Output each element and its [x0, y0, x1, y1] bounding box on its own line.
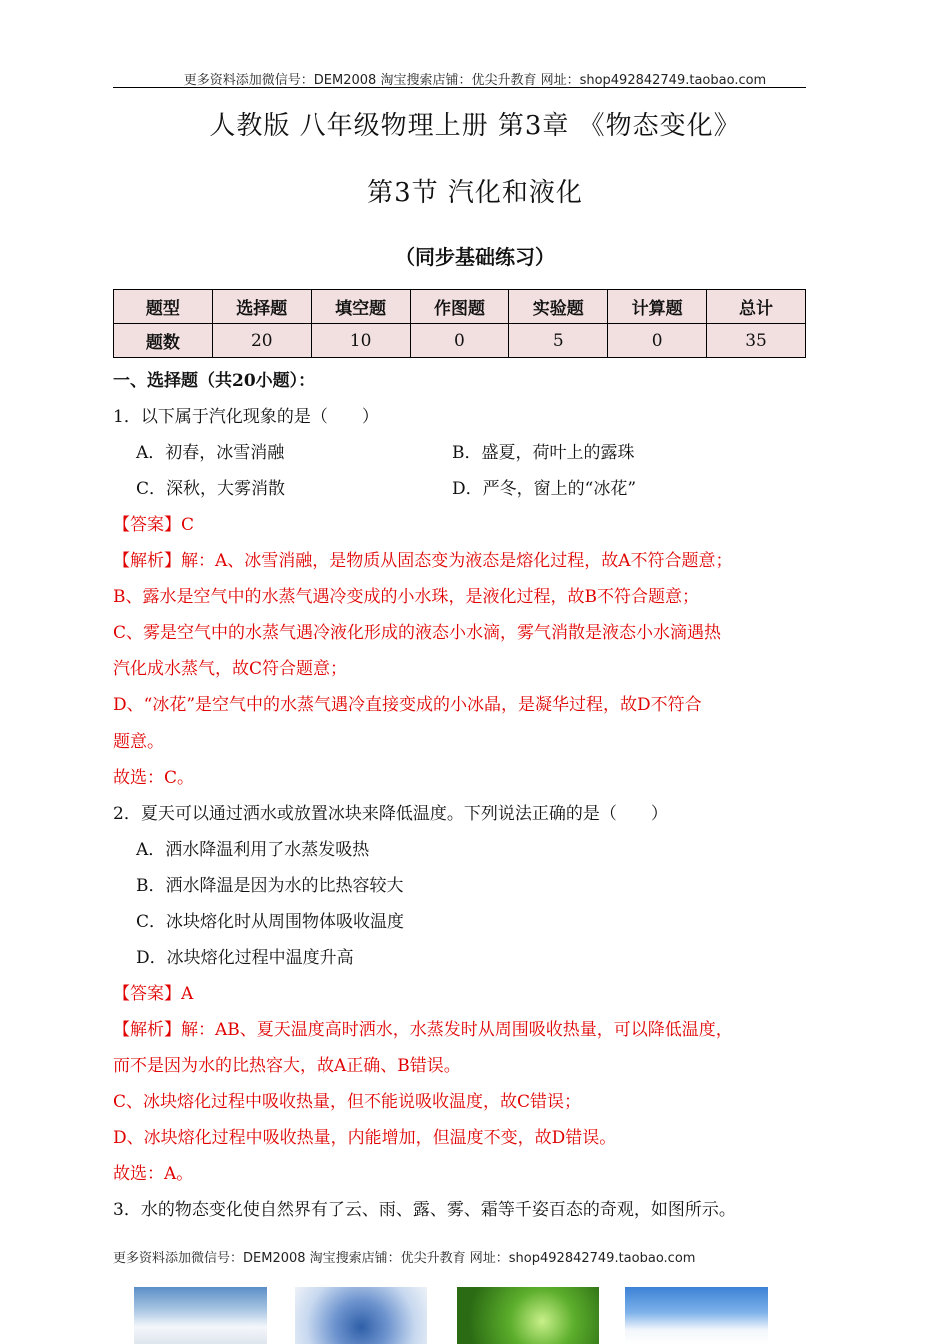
- page-footer: 更多资料添加微信号：DEM2008 淘宝搜索店铺：优尖升教育 网址：shop492842749.taobao.com: [113, 1251, 696, 1266]
- q1-option-b: B．盛夏，荷叶上的露珠: [452, 443, 635, 463]
- table-header-row: [114, 290, 806, 324]
- q2-option-d: D．冰块熔化过程中温度升高: [136, 948, 354, 968]
- table-cell: 题型: [114, 290, 213, 324]
- photo-strip: [0, 1287, 950, 1344]
- q2-analysis-line: C、冰块熔化过程中吸收热量，但不能说吸收温度，故C错误；: [113, 1092, 582, 1112]
- q1-analysis-line: 汽化成水蒸气，故C符合题意；: [113, 659, 348, 679]
- table-cell: 题数: [114, 324, 213, 358]
- q1-analysis-line: B、露水是空气中的水蒸气遇冷变成的小水珠，是液化过程，故B不符合题意；: [113, 587, 699, 607]
- section-heading: 一、选择题（共20小题）：: [113, 371, 316, 391]
- question-type-table: [113, 289, 806, 358]
- table-cell: 总计: [707, 290, 806, 324]
- q1-answer: 【答案】C: [113, 515, 195, 535]
- table-cell: 选择题: [212, 290, 311, 324]
- table-cell: 实验题: [509, 290, 608, 324]
- q1-analysis-line: 故选：C。: [113, 768, 195, 788]
- table-cell: 10: [311, 324, 410, 358]
- table-cell: 5: [509, 324, 608, 358]
- q2-analysis-line: 故选：A。: [113, 1164, 194, 1184]
- question-1-stem: 1．以下属于汽化现象的是（ ）: [113, 407, 379, 427]
- table-cell: 0: [410, 324, 509, 358]
- q2-analysis-line: 而不是因为水的比热容大，故A正确、B错误。: [113, 1056, 461, 1076]
- q1-analysis-line: 题意。: [113, 732, 164, 752]
- table-cell: 计算题: [608, 290, 707, 324]
- section-title: 第3节 汽化和液化: [367, 178, 583, 208]
- table-row: [114, 324, 806, 358]
- q2-option-a: A．洒水降温利用了水蒸发吸热: [136, 840, 370, 860]
- q1-analysis-line: D、“冰花”是空气中的水蒸气遇冷直接变成的小冰晶，是凝华过程，故D不符合: [113, 695, 702, 715]
- snow-landscape-photo: [134, 1287, 267, 1344]
- practice-label: （同步基础练习）: [395, 245, 555, 269]
- q1-option-c: C．深秋，大雾消散: [136, 479, 286, 499]
- question-2-stem: 2．夏天可以通过洒水或放置冰块来降低温度。下列说法正确的是（ ）: [113, 804, 668, 824]
- table-cell: 填空题: [311, 290, 410, 324]
- q2-option-c: C．冰块熔化时从周围物体吸收温度: [136, 912, 405, 932]
- q1-option-d: D．严冬，窗上的“冰花”: [452, 479, 637, 499]
- q2-answer: 【答案】A: [113, 984, 194, 1004]
- table-cell: 35: [707, 324, 806, 358]
- q2-analysis-line: 【解析】解：AB、夏天温度高时洒水，水蒸发时从周围吸收热量，可以降低温度，: [113, 1020, 733, 1040]
- table-cell: 0: [608, 324, 707, 358]
- question-3-stem: 3．水的物态变化使自然界有了云、雨、露、雾、霜等千姿百态的奇观，如图所示。: [113, 1200, 736, 1220]
- dew-drop-photo: [457, 1287, 599, 1344]
- document-title: 人教版 八年级物理上册 第3章 《物态变化》: [209, 111, 741, 141]
- q1-analysis-line: C、雾是空气中的水蒸气遇冷液化形成的液态小水滴，雾气消散是液态小水滴遇热: [113, 623, 722, 643]
- rime-tree-photo: [625, 1287, 768, 1344]
- header-rule: [113, 87, 806, 88]
- frost-flower-photo: [295, 1287, 427, 1344]
- q2-analysis-line: D、冰块熔化过程中吸收热量，内能增加，但温度不变，故D错误。: [113, 1128, 617, 1148]
- page-header: 更多资料添加微信号：DEM2008 淘宝搜索店铺：优尖升教育 网址：shop492842749.taobao.com: [183, 73, 767, 88]
- table-cell: 作图题: [410, 290, 509, 324]
- q1-option-a: A．初春，冰雪消融: [136, 443, 285, 463]
- table-cell: 20: [212, 324, 311, 358]
- q1-analysis-line: 【解析】解：A、冰雪消融，是物质从固态变为液态是熔化过程，故A不符合题意；: [113, 551, 733, 571]
- q2-option-b: B．洒水降温是因为水的比热容较大: [136, 876, 404, 896]
